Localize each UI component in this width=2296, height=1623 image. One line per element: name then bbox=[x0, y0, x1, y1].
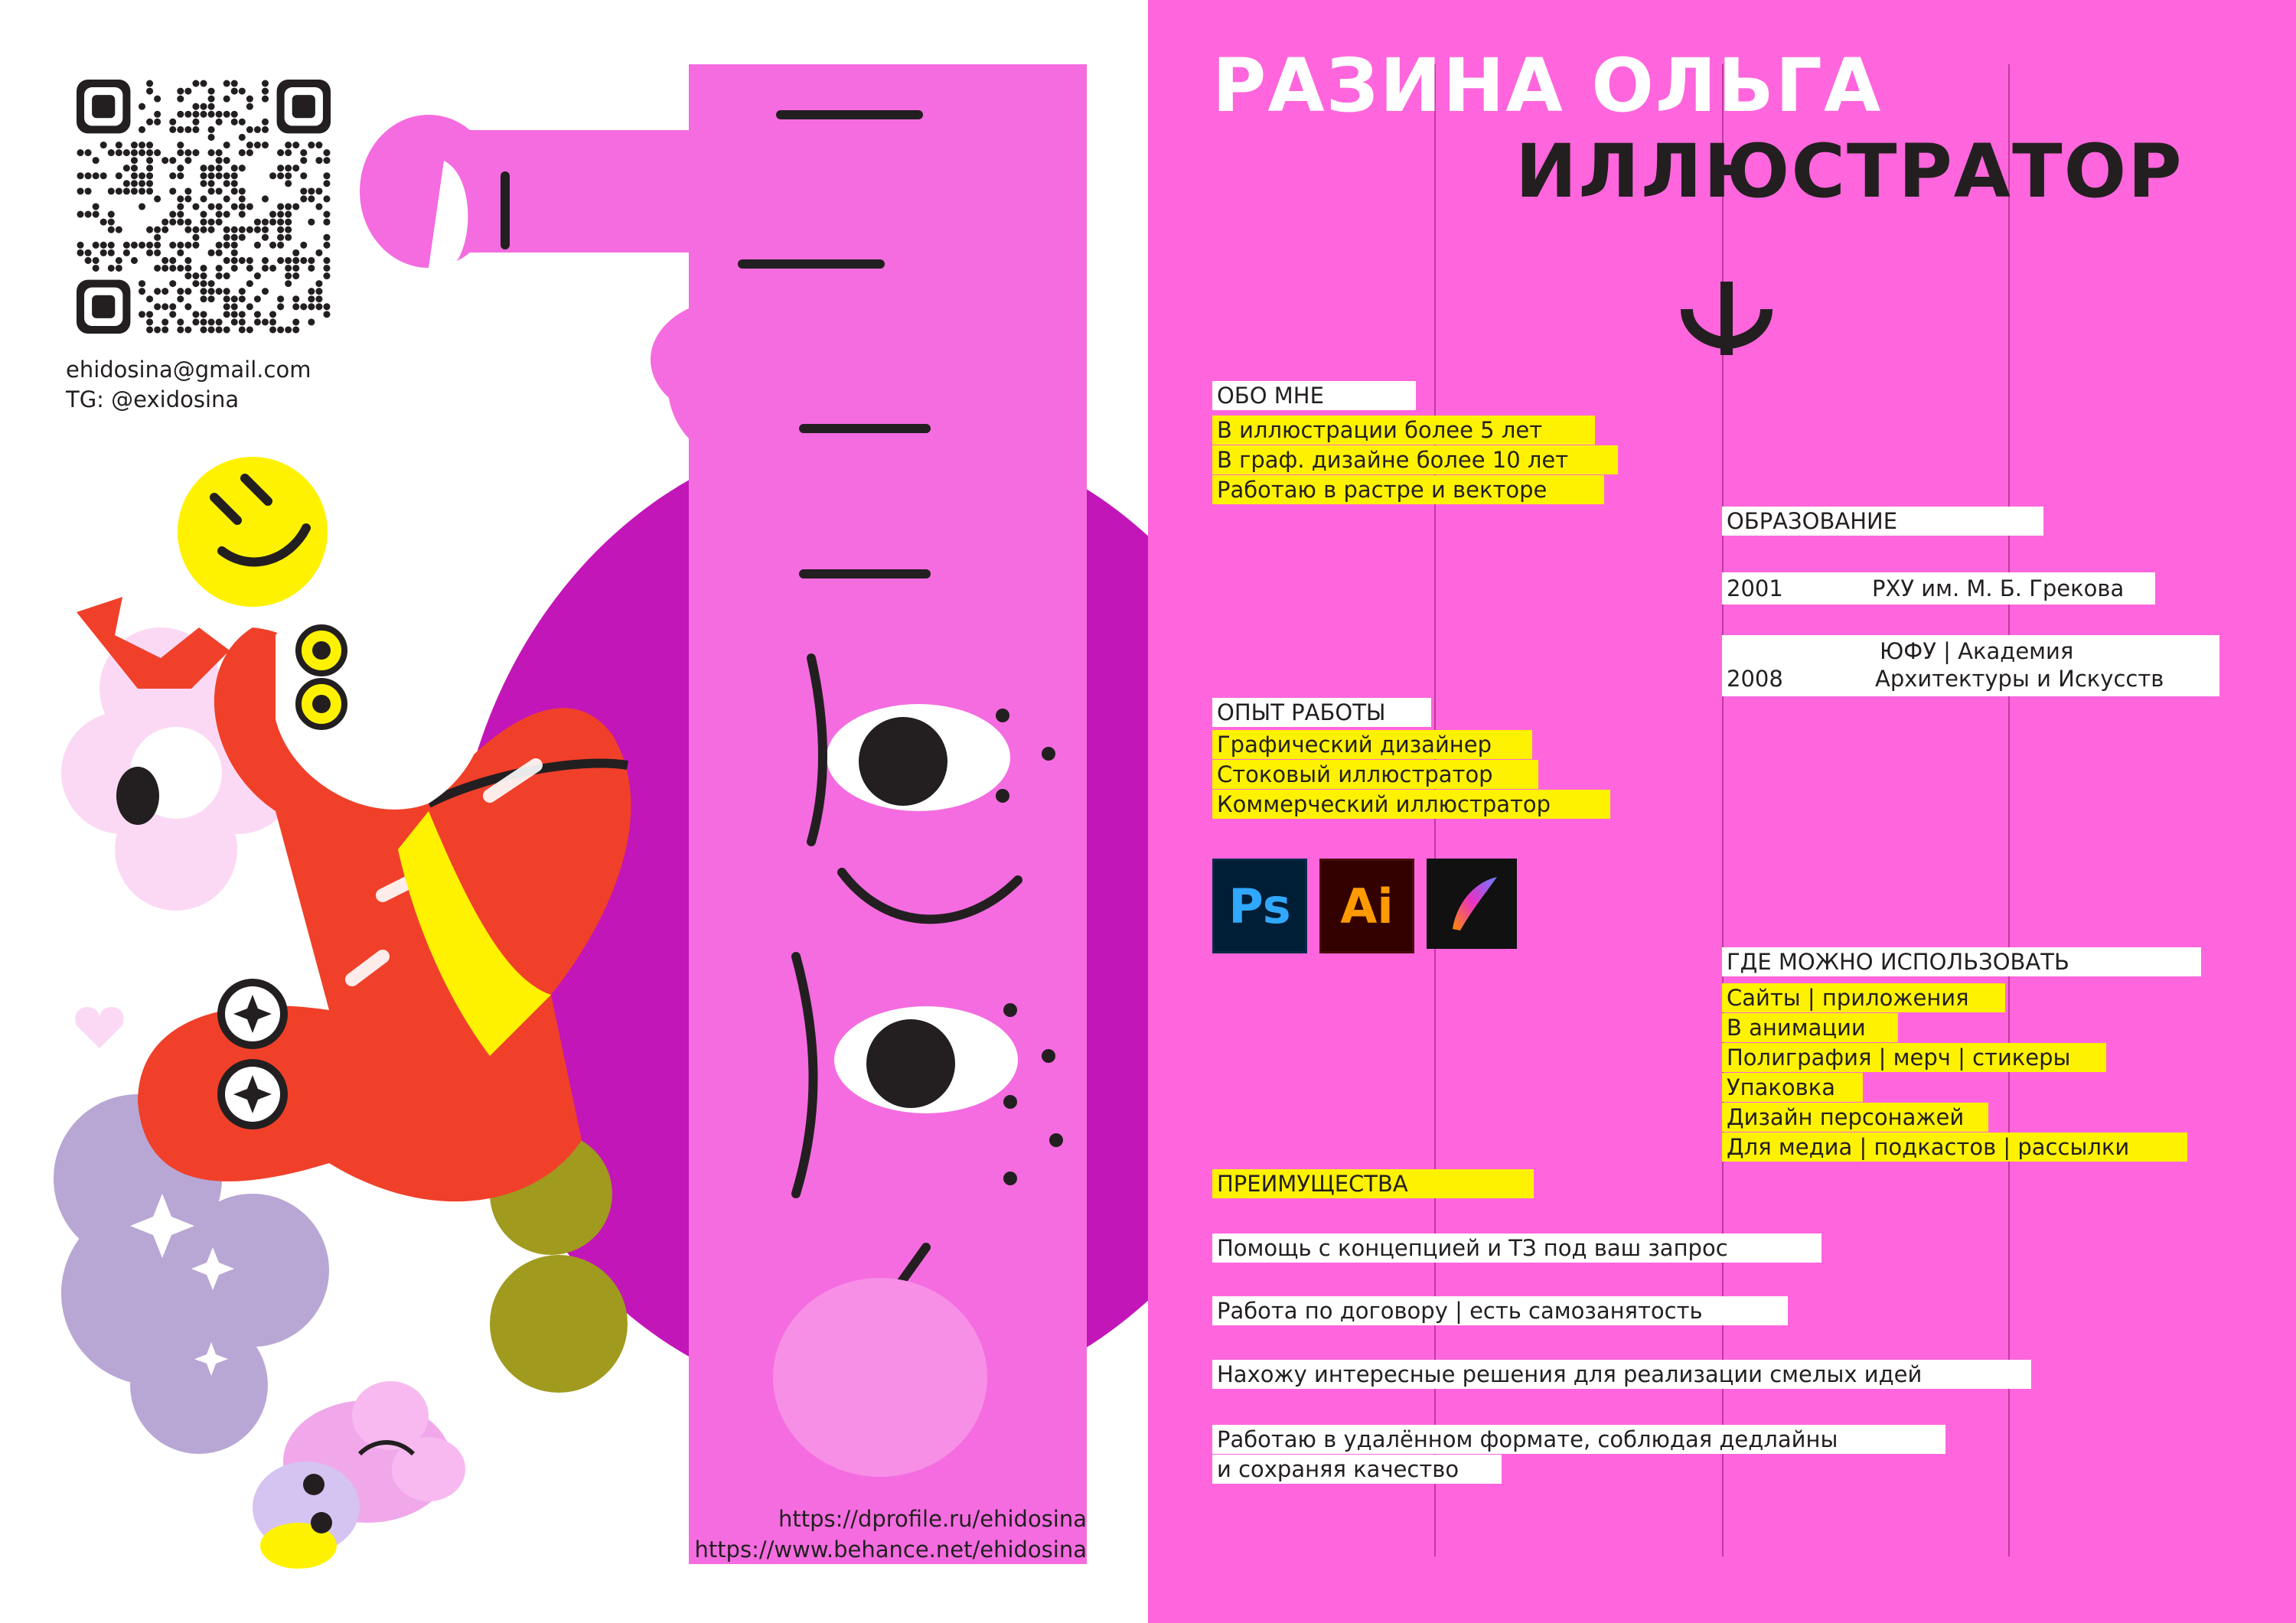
advantage-item: Работа по договору | есть самозанятость bbox=[1212, 1296, 1788, 1325]
advantage-item: Работаю в удалённом формате, соблюдая дедлайны bbox=[1212, 1425, 1945, 1454]
education-year: 2001 bbox=[1727, 575, 1783, 601]
about-title: ОБО МНЕ bbox=[1212, 381, 1416, 410]
usage-item: Сайты | приложения bbox=[1722, 983, 2005, 1012]
advantage-item: Помощь с концепцией и ТЗ под ваш запрос bbox=[1212, 1234, 1821, 1263]
email-text[interactable]: ehidosina@gmail.com bbox=[66, 357, 311, 383]
experience-item: Стоковый иллюстратор bbox=[1212, 760, 1538, 789]
education-title: ОБРАЗОВАНИЕ bbox=[1722, 507, 2043, 536]
experience-item: Коммерческий иллюстратор bbox=[1212, 790, 1610, 819]
usage-item: Дизайн персонажей bbox=[1722, 1103, 1988, 1132]
advantage-item: и сохраняя качество bbox=[1212, 1455, 1502, 1484]
education-entry bbox=[1722, 635, 2219, 696]
experience-title: ОПЫТ РАБОТЫ bbox=[1212, 698, 1431, 727]
advantage-item: Нахожу интересные решения для реализации смелых идей bbox=[1212, 1360, 2031, 1389]
illustrator-icon: Ai bbox=[1319, 859, 1414, 953]
person-name: РАЗИНА ОЛЬГА bbox=[1212, 43, 1883, 129]
about-item: В граф. дизайне более 10 лет bbox=[1212, 445, 1618, 474]
procreate-icon bbox=[1427, 859, 1517, 949]
person-role: ИЛЛЮСТРАТОР bbox=[1515, 129, 2183, 214]
arrow-down-icon bbox=[1681, 282, 1773, 358]
education-place: Архитектуры и Искусств bbox=[1875, 666, 2164, 692]
education-place: ЮФУ | Академия bbox=[1880, 638, 2074, 664]
dprofile-link[interactable]: https://dprofile.ru/ehidosina bbox=[778, 1506, 1087, 1532]
education-year: 2008 bbox=[1727, 666, 1783, 692]
right-page bbox=[1148, 0, 2296, 1623]
about-item: Работаю в растре и векторе bbox=[1212, 475, 1604, 504]
usage-title: ГДЕ МОЖНО ИСПОЛЬЗОВАТЬ bbox=[1722, 947, 2201, 976]
experience-item: Графический дизайнер bbox=[1212, 730, 1532, 759]
about-item: В иллюстрации более 5 лет bbox=[1212, 416, 1595, 445]
education-entry bbox=[1722, 572, 2155, 605]
photoshop-icon: Ps bbox=[1212, 859, 1307, 953]
behance-link[interactable]: https://www.behance.net/ehidosina bbox=[694, 1537, 1087, 1563]
education-place: РХУ им. М. Б. Грекова bbox=[1872, 575, 2125, 601]
tools-row bbox=[1212, 859, 1517, 953]
usage-item: Упаковка bbox=[1722, 1073, 1863, 1102]
usage-item: Для медиа | подкастов | рассылки bbox=[1722, 1133, 2187, 1162]
procreate-brush-icon bbox=[1437, 869, 1506, 938]
usage-item: В анимации bbox=[1722, 1013, 1898, 1042]
advantages-title: ПРЕИМУЩЕСТВА bbox=[1212, 1169, 1534, 1198]
grid-line bbox=[2008, 64, 2010, 1556]
telegram-text[interactable]: TG: @exidosina bbox=[66, 386, 240, 412]
usage-item: Полиграфия | мерч | стикеры bbox=[1722, 1043, 2106, 1072]
